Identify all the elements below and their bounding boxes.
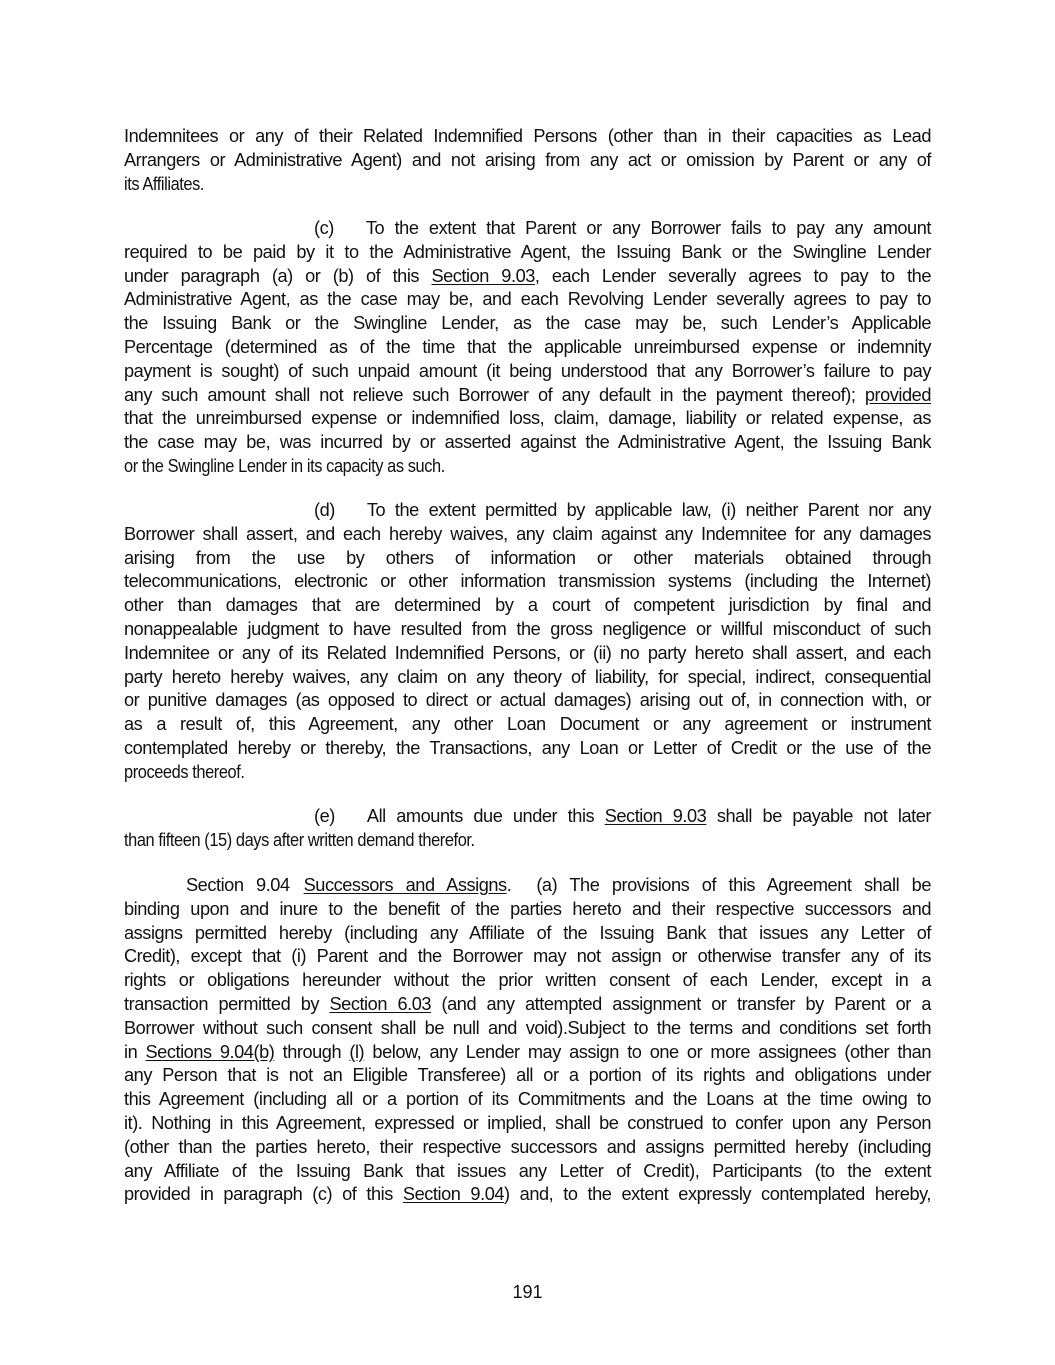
paragraph-continuation: [124, 125, 931, 196]
text-line: transaction permitted by Section 6.03 (and any attempted assignment or transfer by Parent or a: [124, 993, 931, 1014]
section-9-04: [124, 874, 931, 1207]
text-line: arising from the use by others of information or other materials obtained through: [124, 547, 931, 568]
text-line: any Affiliate of the Issuing Bank that issues any Letter of Credit), Participants (to the extent: [124, 1160, 931, 1181]
text-line: that the unreimbursed expense or indemnified loss, claim, damage, liability or related expense, as: [124, 408, 931, 429]
section-reference-link[interactable]: Section 6.03: [329, 993, 432, 1014]
text-line: Administrative Agent, as the case may be, and each Revolving Lender severally agrees to pay to: [124, 289, 931, 310]
text-line: Borrower without such consent shall be null and void).Subject to the terms and conditions set forth: [124, 1017, 931, 1038]
paragraph-label: (d): [314, 500, 335, 520]
section-reference-link[interactable]: (l): [349, 1041, 365, 1062]
section-number: Section 9.04: [186, 875, 290, 895]
text-line: or the Swingline Lender in its capacity as such.: [124, 455, 445, 476]
text-line: (c) To the extent that Parent or any Borrower fails to pay any amount: [314, 218, 931, 238]
paragraph-e: [124, 805, 931, 853]
section-reference-link[interactable]: Sections 9.04(b): [145, 1041, 275, 1062]
text-line: telecommunications, electronic or other information transmission systems (including the Internet): [124, 571, 931, 592]
text-line: Arrangers or Administrative Agent) and not arising from any act or omission by Parent or any of: [124, 149, 931, 170]
text-line: proceeds thereof.: [124, 761, 245, 782]
page-number: 191: [512, 1282, 543, 1302]
text-line: the case may be, was incurred by or asserted against the Administrative Agent, the Issuing Bank: [124, 432, 931, 453]
text-line: Indemnitees or any of their Related Indemnified Persons (other than in their capacities as Lead: [124, 126, 931, 146]
text-line: the Issuing Bank or the Swingline Lender, as the case may be, such Lender’s Applicable: [124, 313, 931, 334]
text-line: payment is sought) of such unpaid amount (it being understood that any Borrower’s failure to pay: [124, 360, 931, 381]
text-line: its Affiliates.: [124, 173, 205, 194]
paragraph-d: [124, 499, 931, 785]
text-line: provided in paragraph (c) of this Section 9.04) and, to the extent expressly contemplated hereby,: [124, 1184, 932, 1205]
text-line: (other than the parties hereto, their respective successors and assigns permitted hereby (including: [124, 1136, 931, 1157]
text-line: under paragraph (a) or (b) of this Section 9.03, each Lender severally agrees to pay to the: [124, 265, 931, 286]
text-line: or punitive damages (as opposed to direct or actual damages) arising out of, in connection with, or: [124, 690, 931, 711]
text-line: (d) To the extent permitted by applicable law, (i) neither Parent nor any: [314, 500, 931, 520]
text-line: contemplated hereby or thereby, the Transactions, any Loan or Letter of Credit or the use of the: [124, 737, 931, 758]
text-line: required to be paid by it to the Administrative Agent, the Issuing Bank or the Swingline Lender: [124, 241, 931, 262]
text-line: rights or obligations hereunder without the prior written consent of each Lender, except in a: [124, 970, 931, 991]
paragraph-c: [124, 217, 931, 479]
text-line: as a result of, this Agreement, any other Loan Document or any agreement or instrument: [124, 714, 931, 735]
text-line: than fifteen (15) days after written demand therefor.: [124, 829, 475, 850]
text-line: any such amount shall not relieve such Borrower of any default in the payment thereof); provided: [124, 384, 931, 405]
section-reference-link[interactable]: Section 9.04: [402, 1184, 505, 1205]
text-line: party hereto hereby waives, any claim on any theory of liability, for special, indirect, consequential: [124, 666, 931, 687]
text-line: any Person that is not an Eligible Transferee) all or a portion of its rights and obligations under: [124, 1065, 931, 1086]
text-line: (e) All amounts due under this Section 9.03 shall be payable not later: [314, 806, 932, 826]
text-line: this Agreement (including all or a portion of its Commitments and the Loans at the time owing to: [124, 1089, 931, 1110]
text-line: nonappealable judgment to have resulted from the gross negligence or willful misconduct of such: [124, 618, 931, 639]
text-line: assigns permitted hereby (including any Affiliate of the Issuing Bank that issues any Letter of: [124, 922, 931, 943]
section-heading: Successors and Assigns: [303, 875, 507, 895]
section-reference-link[interactable]: Section 9.03: [604, 806, 707, 826]
text-line: Percentage (determined as of the time that the applicable unreimbursed expense or indemnity: [124, 336, 931, 357]
provided-term: provided: [864, 384, 931, 405]
paragraph-label: (c): [314, 218, 334, 238]
text-line: other than damages that are determined by a court of competent jurisdiction by final and: [124, 595, 931, 616]
text-line: binding upon and inure to the benefit of the parties hereto and their respective successors and: [124, 898, 931, 919]
text-line: in Sections 9.04(b) through (l) below, any Lender may assign to one or more assignees (other than: [124, 1041, 931, 1062]
text-line: Indemnitee or any of its Related Indemnified Persons, or (ii) no party hereto shall assert, and each: [124, 642, 931, 663]
text-line: Borrower shall assert, and each hereby waives, any claim against any Indemnitee for any damages: [124, 523, 931, 544]
text-line: Credit), except that (i) Parent and the Borrower may not assign or otherwise transfer any of its: [124, 946, 931, 967]
text-line: it). Nothing in this Agreement, expressed or implied, shall be construed to confer upon any Person: [124, 1112, 931, 1133]
section-heading-line: Section 9.04 Successors and Assigns. (a) The provisions of this Agreement shall be: [186, 875, 931, 895]
paragraph-label: (e): [314, 806, 335, 826]
section-reference-link[interactable]: Section 9.03: [431, 265, 535, 286]
